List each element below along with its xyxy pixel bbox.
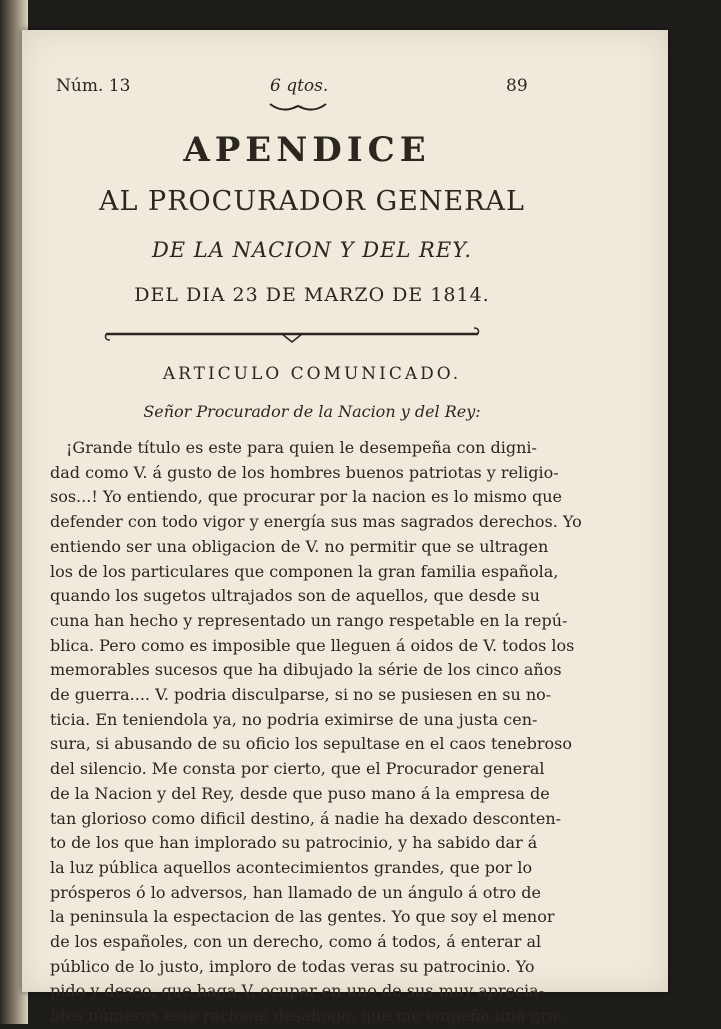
body-line: tan glorioso como dificil destino, á nadie ha dexado desconten- bbox=[50, 808, 562, 828]
article-body bbox=[50, 436, 582, 1029]
issue-number: Núm. 13 bbox=[56, 76, 131, 96]
format-note: 6 qtos. bbox=[270, 76, 329, 96]
body-line: pido y deseo, que haga V. ocupar en uno de sus muy aprecia- bbox=[50, 981, 545, 1001]
body-line: to de los que han implorado su patrocinio, y ha sabido dar á bbox=[50, 833, 538, 853]
body-line: blica. Pero como es imposible que lleguen á oidos de V. todos los bbox=[50, 635, 575, 655]
header-ornament bbox=[268, 100, 328, 116]
body-line: cuna han hecho y representado un rango respetable en la repú- bbox=[50, 610, 568, 630]
body-line: de los españoles, con un derecho, como á todos, á enterar al bbox=[50, 932, 542, 952]
body-line: del silencio. Me consta por cierto, que el Procurador general bbox=[50, 759, 545, 779]
title-rule-ornament bbox=[102, 326, 482, 346]
body-line: entiendo ser una obligacion de V. no permitir que se ultragen bbox=[50, 536, 549, 556]
body-line: sura, si abusando de su oficio los sepultase en el caos tenebroso bbox=[50, 734, 573, 754]
body-line: defender con todo vigor y energía sus mas sagrados derechos. Yo bbox=[50, 512, 582, 532]
body-line: quando los sugetos ultrajados son de aquellos, que desde su bbox=[50, 586, 540, 606]
title-apendice: APENDICE bbox=[183, 130, 431, 170]
title-procurador-general: AL PROCURADOR GENERAL bbox=[99, 186, 525, 217]
body-line: dad como V. á gusto de los hombres buenos patriotas y religio- bbox=[50, 462, 559, 482]
body-line: de guerra.... V. podria disculparse, si no se pusiesen en su no- bbox=[50, 685, 552, 705]
body-line: ticia. En teniendola ya, no podria eximirse de una justa cen- bbox=[50, 709, 538, 729]
body-line: la peninsula la espectacion de las gentes. Yo que soy el menor bbox=[50, 907, 555, 927]
body-line: sos...! Yo entiendo, que procurar por la nacion es lo mismo que bbox=[50, 487, 562, 507]
page-number: 89 bbox=[506, 76, 528, 96]
body-line: la luz pública aquellos acontecimientos grandes, que por lo bbox=[50, 857, 533, 877]
body-line: público de lo justo, imploro de todas veras su patrocinio. Yo bbox=[50, 956, 535, 976]
body-line: prósperos ó lo adversos, han llamado de un ángulo á otro de bbox=[50, 882, 541, 902]
body-line: ¡Grande título es este para quien le desempeña con digni- bbox=[66, 438, 537, 457]
article-salutation: Señor Procurador de la Nacion y del Rey: bbox=[143, 402, 481, 421]
body-line: los de los particulares que componen la gran familia española, bbox=[50, 561, 559, 581]
body-line: de la Nacion y del Rey, desde que puso mano á la empresa de bbox=[50, 783, 550, 803]
body-line: memorables sucesos que ha dibujado la série de los cinco años bbox=[50, 660, 562, 680]
issue-date: DEL DIA 23 DE MARZO DE 1814. bbox=[134, 284, 490, 306]
document-page bbox=[22, 30, 668, 1026]
article-heading: ARTICULO COMUNICADO. bbox=[162, 364, 462, 384]
title-nacion-rey: DE LA NACION Y DEL REY. bbox=[151, 238, 473, 262]
body-line: bles números este racional desahogo, que me empeña una gra- bbox=[50, 1006, 564, 1026]
